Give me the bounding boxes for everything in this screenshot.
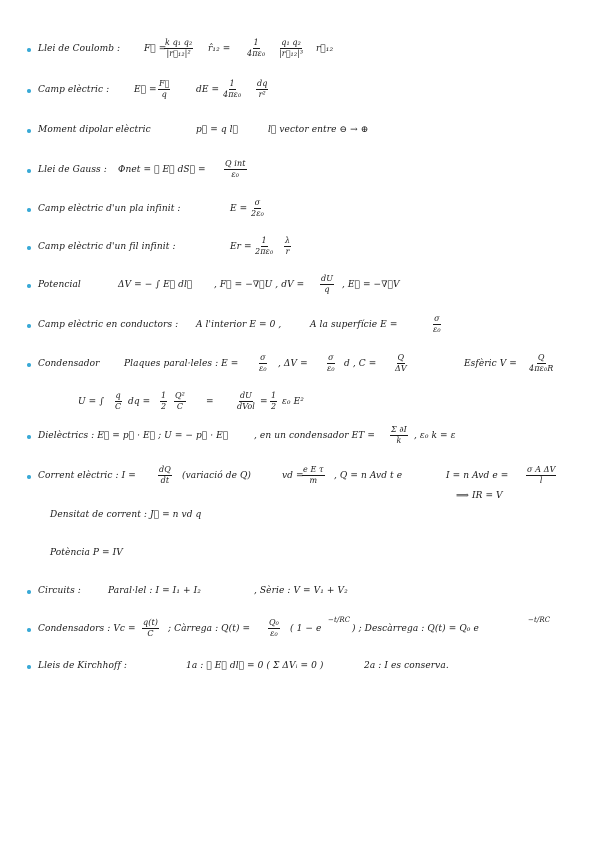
bullet-icon <box>27 435 31 439</box>
fraction: $\frac{1}{2}$ <box>161 391 167 411</box>
formula: , E⃗ = −∇⃗V <box>342 280 400 290</box>
label-kirchhoff: Lleis de Kirchhoff : <box>38 661 127 671</box>
note: A la superfície E = <box>310 320 398 330</box>
fraction: $\frac{\sigma}{\text{2ε₀}}$ <box>251 198 264 218</box>
line-infinite-wire <box>0 238 601 262</box>
line-potential <box>0 276 601 300</box>
line-current <box>0 465 601 501</box>
bullet-icon <box>27 475 31 479</box>
bullet-icon <box>27 169 31 173</box>
fraction: $\frac{1}{2}$ <box>271 391 277 411</box>
label-coulomb: Llei de Coulomb : <box>38 44 121 54</box>
fraction: $\frac{\sigma}{\text{ε₀}}$ <box>327 353 335 373</box>
fraction: $\frac{\sigma}{\text{ε₀}}$ <box>433 314 441 334</box>
bullet-icon <box>27 246 31 250</box>
label-conductors: Camp elèctric en conductors : <box>38 320 179 330</box>
label-current: Corrent elèctric : I = <box>38 471 136 481</box>
line-infinite-plane <box>0 200 601 224</box>
line-capacitor <box>0 355 601 379</box>
formula: , F⃗ = −∇⃗U , dV = <box>214 280 305 290</box>
fraction: Q int ε₀ <box>225 159 246 179</box>
label-capacitors: Condensadors : Vc = <box>38 624 136 634</box>
fraction: $\frac{dQ}{dt}$ <box>159 465 171 485</box>
label-capacitor: Condensador <box>38 359 100 369</box>
note: A l'interior E = 0 , <box>196 320 282 330</box>
formula-ohm: ⟹ IR = V <box>456 491 503 501</box>
formula: , ε₀ k = ε <box>414 431 456 441</box>
fraction: $\frac{\text{Q₀}}{\text{ε₀}}$ <box>269 618 279 638</box>
formula: ( 1 − e <box>290 624 322 634</box>
line-dielectrics <box>0 427 601 451</box>
line-electric-field <box>0 81 601 105</box>
fraction: $\frac{\text{e E τ}}{m}$ <box>303 465 324 485</box>
formula: U = ∫ <box>78 397 105 407</box>
line-current-density <box>0 506 601 530</box>
label-wire: Camp elèctric d'un fil infinit : <box>38 242 176 252</box>
formula-vector: r⃗₁₂ <box>316 44 334 54</box>
label-plane: Camp elèctric d'un pla infinit : <box>38 204 181 214</box>
fraction: $\frac{\sigma}{\text{ε₀}}$ <box>259 353 267 373</box>
fraction: $\frac{Q}{\text{4πε₀R}}$ <box>529 353 554 373</box>
formula: Plaques paral·leles : E = <box>124 359 239 369</box>
formula: = <box>206 397 214 407</box>
bullet-icon <box>27 284 31 288</box>
formula: = <box>260 397 268 407</box>
formula: , Q = n Avd t e <box>334 471 403 481</box>
label-electric-field: Camp elèctric : <box>38 85 110 95</box>
fraction: $\frac{1}{\text{2πε₀}}$ <box>255 236 274 256</box>
fraction: $\frac{\text{q₁ q₂}}{\text{|r⃗₁₂|³}}$ <box>279 38 304 58</box>
line-kirchhoff <box>0 657 601 681</box>
bullet-icon <box>27 129 31 133</box>
label-power: Potència P = IV <box>50 548 123 558</box>
formula: vd = <box>282 471 304 481</box>
label-circuits: Circuits : <box>38 586 81 596</box>
formula: dq = <box>128 397 151 407</box>
note: (variació de Q) <box>182 471 252 481</box>
fraction: $\frac{1}{\text{4πε₀}}$ <box>223 79 242 99</box>
formula-force: F⃗ = <box>144 44 167 54</box>
exponent: −t/RC <box>328 616 351 624</box>
bullet-icon <box>27 324 31 328</box>
formula: Φnet = ∮ E⃗ dS⃗ = <box>118 165 206 175</box>
bullet-icon <box>27 590 31 594</box>
law-1: 1a : ∮ E⃗ dl⃗ = 0 ( Σ ΔVᵢ = 0 ) <box>186 661 324 671</box>
fraction: $\frac{\text{k q₁ q₂}}{\text{|r⃗₁₂|²}}$ <box>165 38 193 58</box>
formula-discharge: ) ; Descàrrega : Q(t) = Q₀ e <box>352 624 479 634</box>
line-gauss <box>0 161 601 185</box>
line-conductors <box>0 316 601 340</box>
formula: ε₀ E² <box>282 397 304 407</box>
label-potential: Potencial <box>38 280 81 290</box>
fraction: $\frac{1}{\text{4πε₀}}$ <box>247 38 266 58</box>
fraction: $\frac{dU}{q}$ <box>321 274 334 294</box>
fraction: $\frac{q}{C}$ <box>115 391 122 411</box>
fraction: $\frac{q(t)}{C}$ <box>143 618 158 638</box>
label-gauss: Llei de Gauss : <box>38 165 107 175</box>
fraction: $\frac{Q}{\Delta V}$ <box>395 353 407 373</box>
formula: E = <box>230 204 248 214</box>
line-energy <box>0 393 601 417</box>
formula: d , C = <box>344 359 377 369</box>
note: , en un condensador ET = <box>254 431 375 441</box>
label-dipole: Moment dipolar elèctric <box>38 125 151 135</box>
line-coulomb <box>0 40 601 64</box>
bullet-icon <box>27 89 31 93</box>
formula-unit: r̂₁₂ = <box>208 44 231 54</box>
note: l⃗ vector entre ⊖ → ⊕ <box>268 125 369 135</box>
bullet-icon <box>27 48 31 52</box>
formula: I = n Avd e = <box>446 471 509 481</box>
fraction: $\frac{F⃗}{q}$ <box>159 79 170 99</box>
fraction: $\frac{dq}{\text{r²}}$ <box>257 79 268 99</box>
line-circuits <box>0 582 601 606</box>
formula: ΔV = − ∫ E⃗ dl⃗ <box>118 280 193 290</box>
formula-parallel: Paral·lel : I = I₁ + I₂ <box>108 586 201 596</box>
formula-spherical: Esfèric V = <box>464 359 517 369</box>
bullet-icon <box>27 665 31 669</box>
label-current-density: Densitat de corrent : J⃗ = n vd q <box>50 510 202 520</box>
formula: dE = <box>196 85 220 95</box>
fraction: $\frac{\lambda}{r}$ <box>285 236 291 256</box>
fraction: $\frac{\text{σ A ΔV}}{l}$ <box>527 465 556 485</box>
formula: E⃗ = <box>134 85 157 95</box>
formula-charge: ; Càrrega : Q(t) = <box>168 624 251 634</box>
label-dielectrics: Dielèctrics : E⃗ = p⃗ · E⃗ ; U = − p⃗ · E⃗ <box>38 431 229 441</box>
fraction: $\frac{\text{Q²}}{C}$ <box>175 391 185 411</box>
bullet-icon <box>27 628 31 632</box>
law-2: 2a : I es conserva. <box>364 661 449 671</box>
line-power <box>0 544 601 568</box>
line-dipole-moment <box>0 121 601 145</box>
line-capacitors-rc <box>0 616 601 644</box>
exponent: −t/RC <box>528 616 551 624</box>
formula: Er = <box>230 242 252 252</box>
fraction: dU dVol <box>237 391 255 411</box>
formula: p⃗ = q l⃗ <box>196 125 239 135</box>
formula-series: , Sèrie : V = V₁ + V₂ <box>254 586 348 596</box>
formula: , ΔV = <box>278 359 308 369</box>
fraction: $\frac{\Sigma \partial I}{k}$ <box>391 425 407 445</box>
bullet-icon <box>27 363 31 367</box>
bullet-icon <box>27 208 31 212</box>
